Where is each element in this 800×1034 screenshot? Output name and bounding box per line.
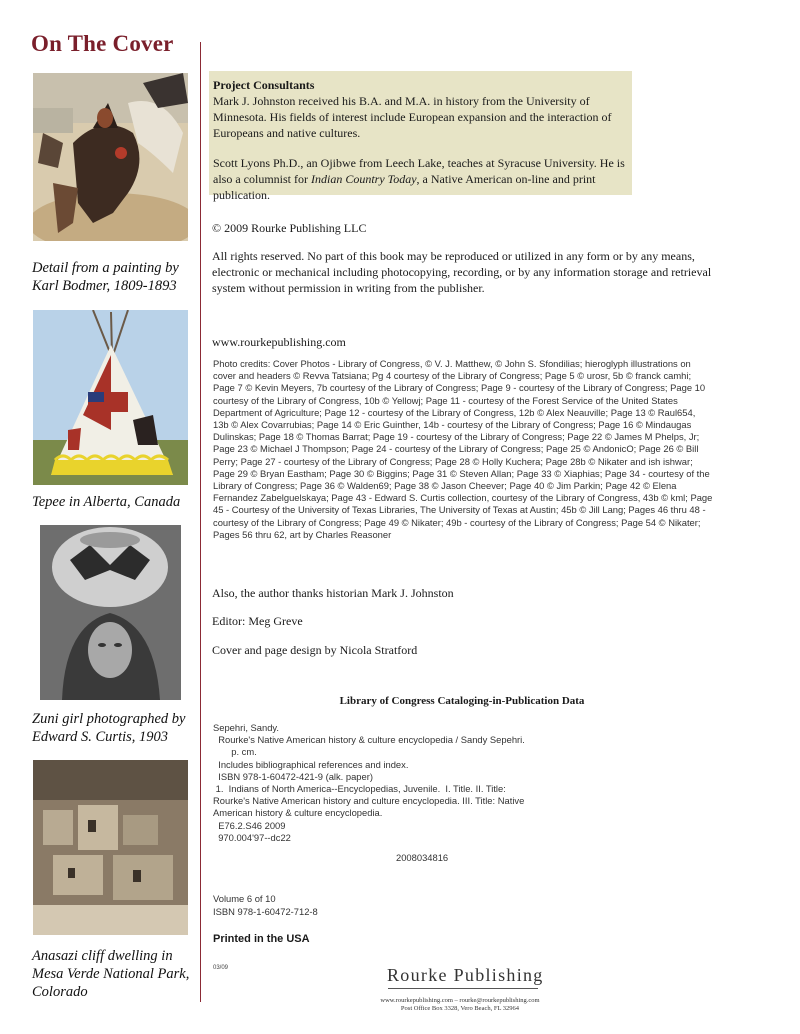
consultants-heading: Project Consultants	[213, 78, 315, 92]
design-credit: Cover and page design by Nicola Stratford	[212, 643, 418, 657]
cip-line: Rourke's Native American history and culture encyclopedia. III. Title: Native	[213, 795, 525, 807]
publisher-contact	[320, 997, 600, 1013]
sidebar-title: On The Cover	[31, 31, 174, 56]
cover-image-cliff-dwelling	[33, 760, 188, 935]
cip-line: p. cm.	[213, 746, 257, 758]
cip-line: Sepehri, Sandy.	[213, 722, 280, 733]
cip-record	[213, 722, 613, 844]
website-link[interactable]: www.rourkepublishing.com	[212, 335, 346, 349]
cip-heading: Library of Congress Cataloging-in-Publication Data	[339, 695, 585, 707]
printed-in: Printed in the USA	[213, 933, 310, 945]
isbn-number: ISBN 978-1-60472-712-8	[213, 906, 318, 917]
caption-zuni-girl: Zuni girl photographed by Edward S. Curtis, 1903	[32, 711, 186, 745]
author-thanks: Also, the author thanks historian Mark J. Johnston	[212, 586, 454, 600]
cip-line: 1. Indians of North America--Encyclopedias, Juvenile. I. Title. II. Title:	[213, 783, 506, 795]
photo-credits: Photo credits: Cover Photos - Library of Congress, © V. J. Matthew, © John S. Sfondilias; hieroglyph illustrations on cover and headers © Revva Tatsiana; Pg 4 courtesy of the Library of Congress; Page 5 © urosr, 5b © franck camhi; Page 7 © Kevin Meyers, 7b courtesy of the Library of Congress; Page 9 - courtesy of the Library of Congress; Page 10 courtesy of the Library of Congress, 10b © Yellowj; Page 11 - courtesy of the Forest Service of the United States Department of Agriculture; Page 12 - courtesy of the Library of Congress, 12b © Alex Neauville; Page 13 © Raul654, 13b © Alex Covarrubias; Page 14 © Eric Guinther, 14b - courtesy of the Library of Congress; Page 16 © Mindaugas Dulinskas; Page 18 © Thomas Barrat; Page 19 - courtesy of the Library of Congress; Page 22 © James M Phelps, Jr; Page 23 © Michael J Thompson; Page 24 - courtesy of the Library of Congress; Page 25 © AndonicO; Page 26 © Bill Perry; Page 27 - courtesy of the Library of Congress; Page 28 © Holly Kuchera; Page 28b © Nikater and ish ishwar; Page 29 © Bryan Eastham; Page 30 © Biggins; Page 31 © Steven Allan; Page 33 © Xiaphias; Page 34 - courtesy of the Library of Congress; Page 36 © Walden69; Page 38 © Jason Cheever; Page 40 © Jim Parkin; Page 42 © Elena Fernandez Zabelguelskaya; Page 43 - Edward S. Curtis collection, courtesy of the Library of Congress, 43b © kml; Page 45 - Courtesy of the University of Texas Libraries, The University of Texas at Austin; 45b © Jill Lang; Pages 46 thru 48 - courtesy of the Library of Congress; Page 49 © Nikater; 49b - courtesy of the Library of Congress; Page 54 © Nikater; Pages 56 thru 62, art by Charles Reasoner	[213, 358, 713, 540]
lccn-number: 2008034816	[396, 852, 449, 863]
editor-credit: Editor: Meg Greve	[212, 614, 303, 628]
copyright-notice: © 2009 Rourke Publishing LLC	[212, 221, 367, 235]
publisher-web-email: www.rourkepublishing.com – rourke@rourkepublishing.com	[380, 997, 540, 1004]
cover-image-zuni-girl	[40, 525, 181, 700]
project-consultants-box	[209, 71, 632, 202]
caption-cliff-dwelling: Anasazi cliff dwelling in Mesa Verde National Park, Colorado	[32, 948, 190, 1000]
consultant-lyons-text-end: , a Native American on-line and print publication.	[213, 172, 596, 202]
cip-line: American history & culture encyclopedia.	[213, 807, 383, 819]
volume-info: Volume 6 of 10	[213, 893, 276, 904]
cover-image-painting	[33, 73, 188, 241]
cover-image-tepee	[33, 310, 188, 485]
print-code: 03/09	[213, 965, 229, 971]
rights-statement: All rights reserved. No part of this book may be reproduced or utilized in any form or by any means, electronic or mechanical including photocopying, recording, or by any information storage and retrieval system without permission in writing from the publisher.	[212, 249, 712, 295]
caption-tepee: Tepee in Alberta, Canada	[32, 494, 181, 510]
publisher-address: Post Office Box 3328, Vero Beach, FL 32964	[400, 1005, 520, 1012]
caption-painting: Detail from a painting by Karl Bodmer, 1809-1893	[32, 260, 179, 294]
cip-line: Includes bibliographical references and index.	[213, 758, 409, 770]
vertical-divider	[200, 42, 201, 1002]
publisher-logo: Rourke Publishing	[387, 965, 544, 985]
footer-rule	[388, 988, 538, 989]
cip-line: 970.004'97--dc22	[213, 831, 291, 843]
cip-line: ISBN 978-1-60472-421-9 (alk. paper)	[213, 770, 373, 782]
cip-line: E76.2.S46 2009	[213, 819, 286, 831]
consultant-lyons-bio	[213, 155, 628, 203]
cip-line: Rourke's Native American history & culture encyclopedia / Sandy Sepehri.	[213, 734, 525, 746]
publication-name: Indian Country Today	[310, 172, 417, 186]
consultant-johnston-bio: Mark J. Johnston received his B.A. and M.A. in history from the University of Minnesota. His fields of interest include European expansion and the interaction of Europeans and native cultures.	[213, 94, 612, 140]
consultant-lyons-text: Scott Lyons Ph.D., an Ojibwe from Leech Lake, teaches at Syracuse University. He is also a columnist for	[213, 156, 625, 186]
